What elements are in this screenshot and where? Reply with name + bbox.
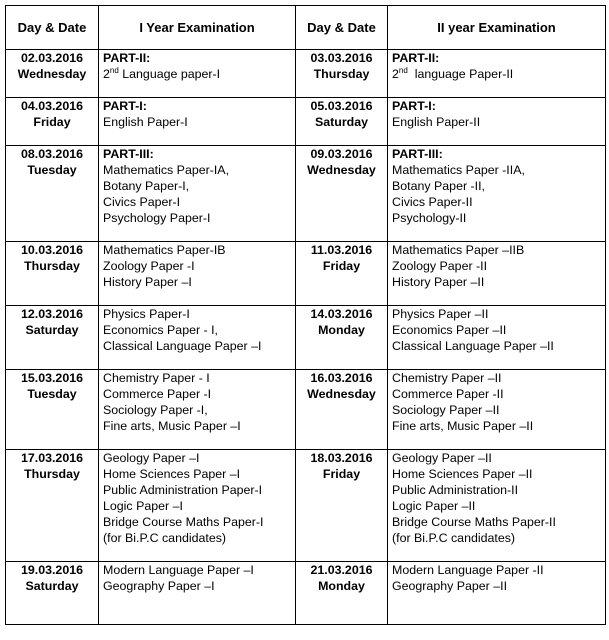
second-year-date-cell [296,306,388,370]
part-label: PART-II: [392,51,440,65]
header-day-date-1: Day & Date [6,6,99,50]
part-label: PART-III: [103,147,154,161]
subject-line: Civics Paper-II [392,195,473,209]
subject-line: Geography Paper –I [103,579,215,593]
exam-date: 04.03.2016 [20,99,83,113]
subject-line: Logic Paper –I [103,499,183,513]
first-year-date-cell [6,146,99,242]
subject-line: Home Sciences Paper –II [392,467,533,481]
first-year-subjects-cell [99,370,296,450]
first-year-date-cell [6,50,99,98]
subject-line [392,66,601,82]
ordinal-number: 2 [103,67,110,81]
exam-date: 03.03.2016 [310,51,373,65]
exam-date: 05.03.2016 [310,99,373,113]
subject-line: Bridge Course Maths Paper-II [392,515,556,529]
subject-line: Geology Paper –I [103,451,200,465]
first-year-date-cell [6,306,99,370]
second-year-date-cell [296,146,388,242]
part-label: PART-III: [392,147,443,161]
subject-line: Physics Paper –II [392,307,489,321]
table-row [6,306,606,370]
first-year-date-cell [6,370,99,450]
subject-line: Public Administration-II [392,483,519,497]
second-year-date-cell [296,50,388,98]
exam-weekday: Tuesday [27,387,77,401]
exam-date: 08.03.2016 [20,147,83,161]
subject-line: Mathematics Paper-IA, [103,163,230,177]
second-year-subjects-cell [388,146,606,242]
first-year-date-cell [6,98,99,146]
subject-line: Sociology Paper –II [392,403,500,417]
header-day-date-2: Day & Date [296,6,388,50]
part-label: PART-I: [392,99,436,113]
part-label: PART-II: [103,51,151,65]
second-year-subjects-cell [388,242,606,306]
exam-date: 09.03.2016 [310,147,373,161]
second-year-date-cell [296,370,388,450]
subject-line: Economics Paper –II [392,323,507,337]
subject-line: Commerce Paper -II [392,387,504,401]
subject-text: Language paper-I [118,67,221,81]
first-year-subjects-cell [99,242,296,306]
table-row [6,98,606,146]
header-first-year: I Year Examination [99,6,296,50]
second-year-subjects-cell [388,50,606,98]
subject-line: Geology Paper –II [392,451,492,465]
subject-line: Home Sciences Paper –I [103,467,241,481]
subject-line: Mathematics Paper –IIB [392,243,525,257]
exam-date: 21.03.2016 [310,563,373,577]
exam-date: 17.03.2016 [20,451,83,465]
exam-date: 16.03.2016 [310,371,373,385]
exam-weekday: Wednesday [307,387,376,401]
subject-line: Public Administration Paper-I [103,483,263,497]
subject-line: Bridge Course Maths Paper-I [103,515,264,529]
exam-weekday: Thursday [24,467,80,481]
exam-weekday: Friday [33,115,71,129]
first-year-subjects-cell [99,450,296,562]
exam-weekday: Saturday [25,323,79,337]
exam-timetable [5,5,606,625]
subject-line: (for Bi.P.C candidates) [392,531,516,545]
first-year-subjects-cell [99,562,296,625]
subject-text: language Paper-II [407,67,514,81]
subject-line: Fine arts, Music Paper –II [392,419,534,433]
subject-line: Geography Paper –II [392,579,508,593]
first-year-subjects-cell [99,50,296,98]
second-year-date-cell [296,562,388,625]
subject-line: (for Bi.P.C candidates) [103,531,227,545]
subject-line: Chemistry Paper - I [103,371,210,385]
exam-date: 15.03.2016 [20,371,83,385]
subject-line: History Paper –I [103,275,192,289]
second-year-date-cell [296,98,388,146]
first-year-subjects-cell [99,98,296,146]
subject-line: History Paper –II [392,275,485,289]
exam-weekday: Tuesday [27,163,77,177]
table-row [6,242,606,306]
subject-line: Mathematics Paper -IIA, [392,163,525,177]
subject-line: Modern Language Paper -II [392,563,544,577]
exam-date: 11.03.2016 [310,243,373,257]
first-year-subjects-cell [99,306,296,370]
first-year-date-cell [6,450,99,562]
exam-date: 14.03.2016 [310,307,373,321]
exam-date: 12.03.2016 [20,307,83,321]
exam-date: 10.03.2016 [20,243,83,257]
second-year-subjects-cell [388,370,606,450]
exam-date: 02.03.2016 [20,51,83,65]
table-row [6,562,606,625]
ordinal-suffix: nd [398,65,408,75]
subject-line: Physics Paper-I [103,307,190,321]
exam-weekday: Friday [322,467,361,481]
second-year-date-cell [296,242,388,306]
exam-weekday: Thursday [24,259,80,273]
exam-weekday: Wednesday [307,163,376,177]
first-year-date-cell [6,242,99,306]
second-year-subjects-cell [388,306,606,370]
exam-weekday: Monday [318,579,365,593]
second-year-subjects-cell [388,98,606,146]
subject-line: Classical Language Paper –II [392,339,554,353]
first-year-subjects-cell [99,146,296,242]
subject-line: Zoology Paper -II [392,259,488,273]
second-year-subjects-cell [388,450,606,562]
table-row [6,450,606,562]
subject-line: Modern Language Paper –I [103,563,254,577]
subject-line: Psychology-II [392,211,467,225]
table-row [6,50,606,98]
header-row [6,6,606,50]
second-year-subjects-cell [388,562,606,625]
subject-line: Botany Paper-I, [103,179,190,193]
header-second-year: II year Examination [388,6,606,50]
subject-line: Classical Language Paper –I [103,339,262,353]
subject-line: English Paper-II [392,115,481,129]
second-year-date-cell [296,450,388,562]
exam-weekday: Friday [322,259,361,273]
subject-line: Logic Paper –II [392,499,476,513]
subject-line: Zoology Paper -I [103,259,195,273]
subject-line: Psychology Paper-I [103,211,211,225]
subject-line: Chemistry Paper –II [392,371,502,385]
subject-line: English Paper-I [103,115,188,129]
ordinal-number: 2 [392,67,399,81]
subject-line: Botany Paper -II, [392,179,485,193]
subject-line: Sociology Paper -I, [103,403,208,417]
exam-weekday: Thursday [313,67,370,81]
exam-weekday: Saturday [314,115,369,129]
subject-line: Mathematics Paper-IB [103,243,226,257]
exam-weekday: Wednesday [17,67,87,81]
first-year-date-cell [6,562,99,625]
part-label: PART-I: [103,99,147,113]
exam-date: 19.03.2016 [20,563,83,577]
subject-line: Fine arts, Music Paper –I [103,419,241,433]
exam-weekday: Monday [318,323,365,337]
subject-line: Civics Paper-I [103,195,181,209]
subject-line: Economics Paper - I, [103,323,219,337]
subject-line [103,66,291,82]
exam-weekday: Saturday [25,579,79,593]
table-row [6,146,606,242]
ordinal-suffix: nd [109,65,119,75]
subject-line: Commerce Paper -I [103,387,212,401]
exam-date: 18.03.2016 [310,451,373,465]
table-row [6,370,606,450]
